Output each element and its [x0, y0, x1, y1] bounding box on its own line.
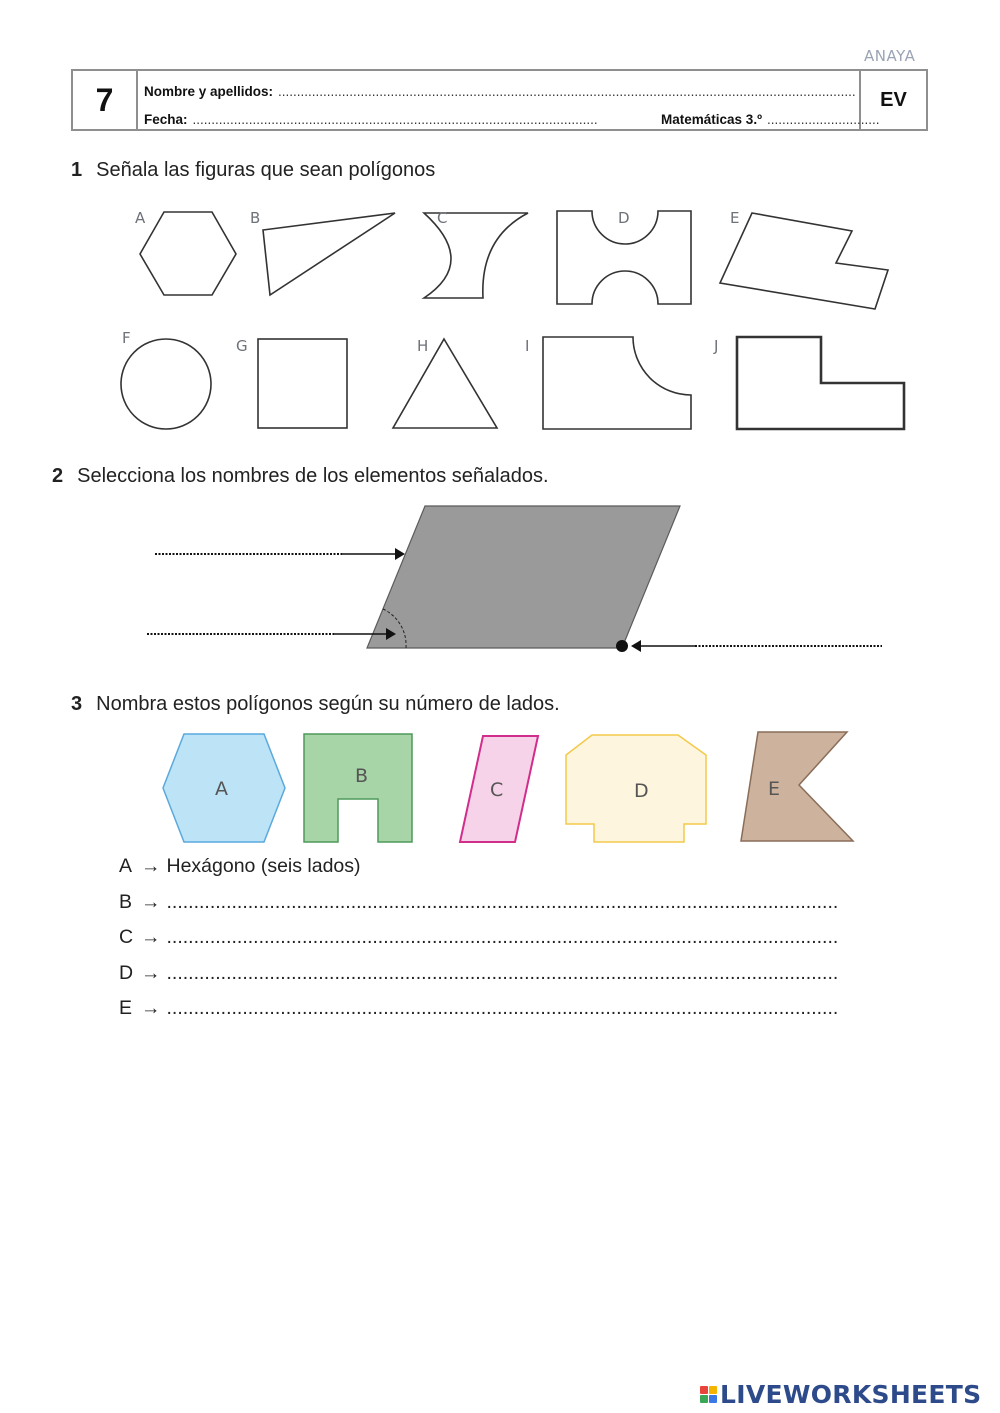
question-3-number: 3 — [71, 693, 83, 715]
question-3-answers — [119, 855, 839, 1033]
arrow-icon: → — [141, 961, 161, 984]
answer-letter: C — [119, 926, 134, 948]
question-1-text: Señala las figuras que sean polígonos — [96, 159, 436, 181]
question-3-shapes — [163, 732, 853, 842]
answer-row-b — [119, 890, 839, 927]
date-field[interactable]: ............................................................................................................ — [192, 112, 598, 127]
answer-letter: E — [119, 997, 133, 1019]
arrowhead-vertex — [631, 640, 641, 652]
answer-letter: A — [119, 855, 133, 877]
figure-j-l-shape[interactable] — [737, 337, 904, 429]
arrow-icon: → — [141, 890, 161, 913]
shape-e-arrowhead-polygon — [741, 732, 853, 841]
figure-a-hexagon[interactable] — [140, 212, 236, 295]
arrow-icon: → — [141, 855, 161, 877]
question-3-text: Nombra estos polígonos según su número de lados. — [96, 693, 560, 715]
rhomboid-shape — [367, 506, 680, 648]
figure-d-label: D — [618, 209, 630, 227]
answer-row-d — [119, 961, 839, 998]
evaluation-code: EV — [880, 88, 907, 111]
shape-c-label: C — [490, 779, 504, 801]
figure-h-label: H — [417, 337, 429, 355]
answer-field[interactable]: ............................................................................................................................ — [166, 890, 839, 913]
figure-j-label: J — [714, 337, 719, 355]
shape-e-label: E — [768, 778, 781, 800]
figure-i-curved-corner-shape[interactable] — [543, 337, 691, 429]
liveworksheets-badge-icon — [700, 1386, 717, 1403]
figure-c-label: C — [437, 209, 448, 227]
answer-field: Hexágono (seis lados) — [166, 855, 361, 877]
figure-f-circle[interactable] — [121, 339, 211, 429]
shape-b-u-polygon — [304, 734, 412, 842]
figure-e-irregular-polygon[interactable] — [720, 213, 888, 309]
figure-a-label: A — [135, 209, 146, 227]
liveworksheets-text: LIVEWORKSHEETS — [720, 1380, 982, 1409]
figure-e-label: E — [730, 209, 740, 227]
shape-a-label: A — [215, 778, 228, 800]
figure-g-label: G — [236, 337, 248, 355]
answer-field[interactable]: ............................................................................................................................ — [166, 926, 839, 948]
answer-field[interactable]: ............................................................................................................................ — [166, 961, 839, 984]
publisher-logo: ANAYA — [864, 47, 916, 65]
figure-b-triangle[interactable] — [263, 213, 395, 295]
question-2-diagram — [147, 506, 882, 652]
figure-h-triangle[interactable] — [393, 339, 497, 428]
answer-field[interactable]: ............................................................................................................................ — [166, 997, 839, 1019]
subject-label: Matemáticas 3.º — [661, 112, 762, 127]
question-3-title — [71, 693, 560, 716]
question-1-number: 1 — [71, 159, 83, 181]
figure-i-label: I — [525, 337, 530, 355]
figure-b-label: B — [250, 209, 261, 227]
shape-b-label: B — [355, 765, 369, 787]
question-2-title — [52, 465, 549, 488]
vertex-dot — [616, 640, 628, 652]
shape-d-label: D — [634, 780, 649, 802]
subject-field[interactable]: .............................. — [767, 112, 880, 127]
answer-row-e — [119, 997, 839, 1033]
answer-row-a — [119, 855, 687, 891]
name-field[interactable]: .......................................................................................................................................................... — [278, 84, 856, 99]
name-label: Nombre y apellidos: — [144, 84, 274, 99]
question-2-number: 2 — [52, 465, 64, 487]
date-label: Fecha: — [144, 112, 188, 127]
question-2-text: Selecciona los nombres de los elementos señalados. — [77, 465, 549, 487]
answer-letter: B — [119, 890, 133, 913]
arrow-icon: → — [141, 997, 161, 1019]
figure-g-square[interactable] — [258, 339, 347, 428]
arrow-icon: → — [141, 926, 161, 948]
answer-row-c — [119, 926, 839, 962]
unit-number: 7 — [73, 71, 138, 129]
answer-letter: D — [119, 961, 134, 984]
liveworksheets-logo — [700, 1380, 981, 1409]
figure-f-label: F — [122, 329, 131, 347]
